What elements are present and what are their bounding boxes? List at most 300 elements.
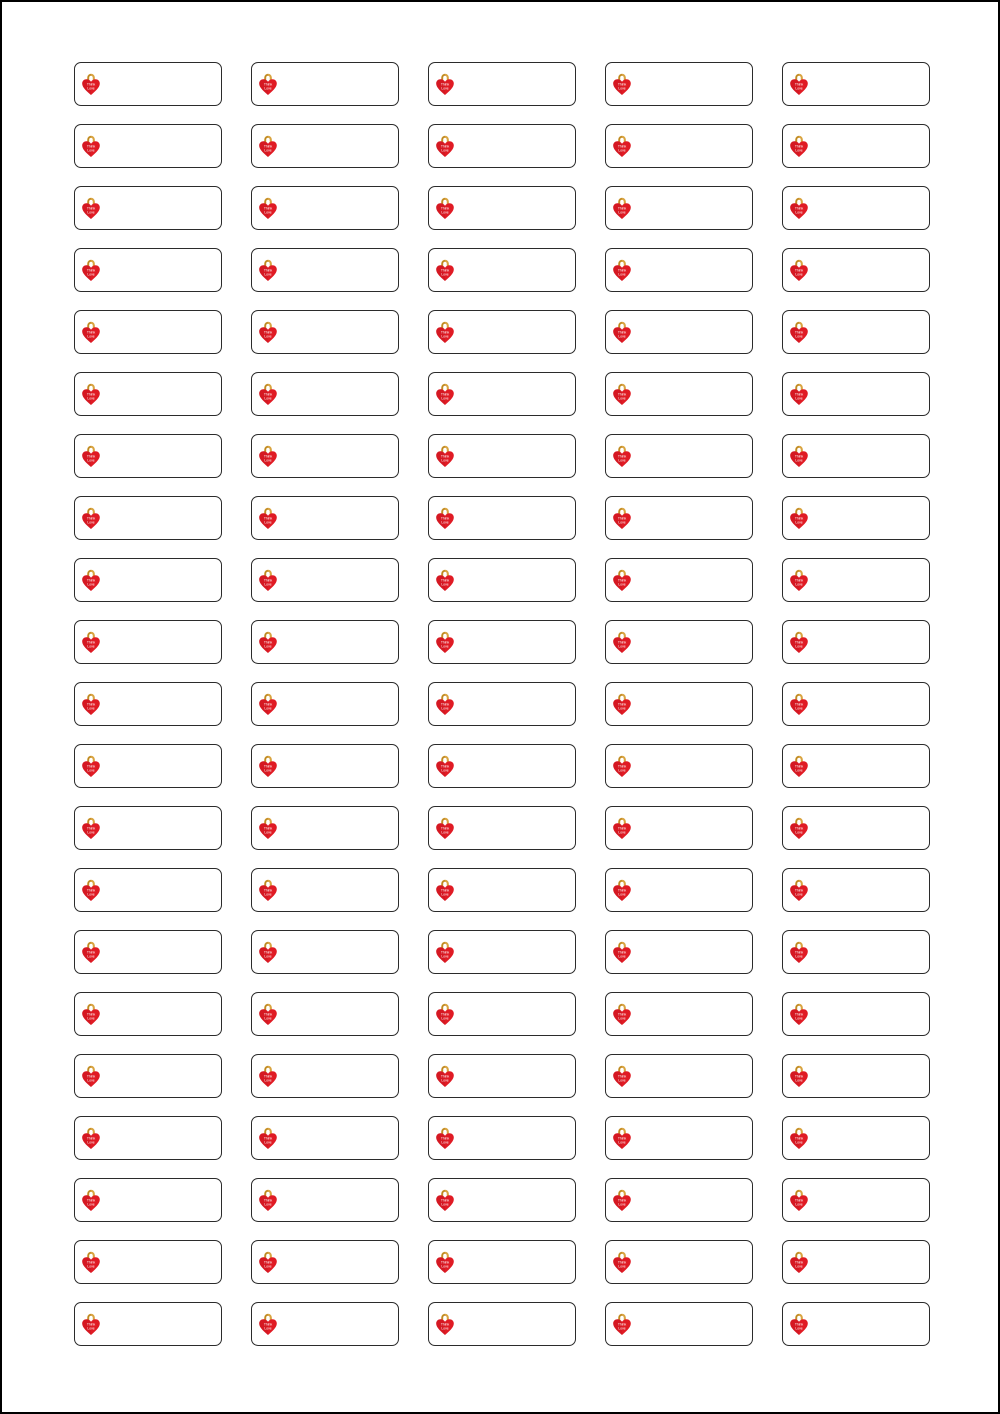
- svg-text:Think: Think: [617, 950, 627, 955]
- label-cell[interactable]: [605, 496, 753, 540]
- svg-text:Think: Think: [440, 82, 450, 87]
- red-heart-padlock-icon: [612, 1249, 632, 1275]
- red-heart-padlock-icon: [258, 939, 278, 965]
- red-heart-padlock-icon: [258, 195, 278, 221]
- red-heart-padlock-icon: [612, 877, 632, 903]
- label-cell[interactable]: [251, 744, 399, 788]
- svg-text:Think: Think: [617, 82, 627, 87]
- label-cell[interactable]: [74, 310, 222, 354]
- label-cell[interactable]: [782, 496, 930, 540]
- svg-text:Think: Think: [617, 206, 627, 211]
- svg-text:Think: Think: [440, 1322, 450, 1327]
- svg-text:Think: Think: [263, 1012, 273, 1017]
- svg-text:Love: Love: [795, 892, 803, 897]
- label-cell[interactable]: [74, 434, 222, 478]
- svg-text:Love: Love: [87, 520, 95, 525]
- red-heart-padlock-icon: [789, 1187, 809, 1213]
- label-cell[interactable]: [782, 372, 930, 416]
- label-cell[interactable]: [428, 744, 576, 788]
- svg-text:Think: Think: [794, 330, 804, 335]
- red-heart-padlock-icon: [612, 195, 632, 221]
- label-cell[interactable]: [251, 62, 399, 106]
- label-cell[interactable]: [782, 124, 930, 168]
- label-cell[interactable]: [782, 1240, 930, 1284]
- svg-text:Love: Love: [441, 148, 449, 153]
- label-cell[interactable]: [251, 248, 399, 292]
- svg-text:Think: Think: [263, 578, 273, 583]
- svg-text:Think: Think: [263, 392, 273, 397]
- label-cell[interactable]: [782, 62, 930, 106]
- label-cell[interactable]: [251, 186, 399, 230]
- label-cell[interactable]: [428, 620, 576, 664]
- label-cell[interactable]: [428, 496, 576, 540]
- svg-text:Think: Think: [86, 1012, 96, 1017]
- red-heart-padlock-icon: [612, 1187, 632, 1213]
- label-cell[interactable]: [74, 372, 222, 416]
- svg-text:Think: Think: [617, 826, 627, 831]
- label-cell[interactable]: [428, 1302, 576, 1346]
- label-cell[interactable]: [428, 930, 576, 974]
- label-cell[interactable]: [428, 62, 576, 106]
- label-cell[interactable]: [605, 806, 753, 850]
- label-cell[interactable]: [251, 496, 399, 540]
- red-heart-padlock-icon: [612, 1311, 632, 1337]
- label-cell[interactable]: [605, 434, 753, 478]
- svg-text:Think: Think: [617, 1012, 627, 1017]
- svg-text:Think: Think: [617, 268, 627, 273]
- label-cell[interactable]: [251, 372, 399, 416]
- svg-text:Love: Love: [795, 954, 803, 959]
- red-heart-padlock-icon: [612, 753, 632, 779]
- red-heart-padlock-icon: [435, 195, 455, 221]
- label-cell[interactable]: [251, 1302, 399, 1346]
- label-cell[interactable]: [428, 1240, 576, 1284]
- red-heart-padlock-icon: [258, 629, 278, 655]
- svg-text:Love: Love: [618, 1326, 626, 1331]
- svg-text:Love: Love: [87, 582, 95, 587]
- label-cell[interactable]: [782, 558, 930, 602]
- svg-text:Love: Love: [795, 1202, 803, 1207]
- label-cell[interactable]: [74, 868, 222, 912]
- svg-text:Love: Love: [618, 272, 626, 277]
- svg-text:Think: Think: [86, 764, 96, 769]
- svg-text:Think: Think: [86, 702, 96, 707]
- red-heart-padlock-icon: [435, 1311, 455, 1337]
- svg-text:Think: Think: [440, 1260, 450, 1265]
- svg-text:Love: Love: [264, 892, 272, 897]
- label-cell[interactable]: [782, 1054, 930, 1098]
- svg-text:Love: Love: [795, 830, 803, 835]
- svg-text:Love: Love: [441, 706, 449, 711]
- red-heart-padlock-icon: [789, 939, 809, 965]
- red-heart-padlock-icon: [258, 443, 278, 469]
- svg-text:Think: Think: [617, 764, 627, 769]
- svg-text:Love: Love: [441, 1016, 449, 1021]
- svg-text:Love: Love: [441, 1202, 449, 1207]
- svg-text:Love: Love: [87, 1140, 95, 1145]
- svg-text:Think: Think: [263, 888, 273, 893]
- svg-text:Think: Think: [263, 640, 273, 645]
- svg-text:Think: Think: [263, 764, 273, 769]
- label-cell[interactable]: [251, 1240, 399, 1284]
- red-heart-padlock-icon: [258, 753, 278, 779]
- label-cell[interactable]: [782, 744, 930, 788]
- svg-text:Think: Think: [440, 144, 450, 149]
- red-heart-padlock-icon: [81, 1063, 101, 1089]
- svg-text:Love: Love: [87, 148, 95, 153]
- svg-text:Think: Think: [263, 1074, 273, 1079]
- svg-text:Think: Think: [617, 516, 627, 521]
- svg-text:Love: Love: [618, 954, 626, 959]
- red-heart-padlock-icon: [81, 1311, 101, 1337]
- svg-text:Love: Love: [795, 334, 803, 339]
- red-heart-padlock-icon: [435, 71, 455, 97]
- red-heart-padlock-icon: [435, 877, 455, 903]
- svg-text:Love: Love: [87, 396, 95, 401]
- label-cell[interactable]: [74, 186, 222, 230]
- svg-text:Love: Love: [618, 148, 626, 153]
- label-cell[interactable]: [605, 558, 753, 602]
- svg-text:Think: Think: [263, 1260, 273, 1265]
- svg-text:Love: Love: [264, 768, 272, 773]
- label-cell[interactable]: [782, 806, 930, 850]
- svg-text:Love: Love: [618, 86, 626, 91]
- label-cell[interactable]: [605, 124, 753, 168]
- svg-text:Think: Think: [86, 454, 96, 459]
- svg-text:Love: Love: [795, 1078, 803, 1083]
- svg-text:Love: Love: [264, 334, 272, 339]
- red-heart-padlock-icon: [435, 753, 455, 779]
- red-heart-padlock-icon: [789, 1311, 809, 1337]
- label-cell[interactable]: [251, 1116, 399, 1160]
- svg-text:Think: Think: [794, 1198, 804, 1203]
- svg-text:Think: Think: [86, 206, 96, 211]
- svg-text:Love: Love: [795, 86, 803, 91]
- svg-text:Think: Think: [263, 1136, 273, 1141]
- svg-text:Think: Think: [440, 702, 450, 707]
- red-heart-padlock-icon: [81, 567, 101, 593]
- label-cell[interactable]: [74, 930, 222, 974]
- red-heart-padlock-icon: [81, 1249, 101, 1275]
- svg-text:Think: Think: [794, 640, 804, 645]
- svg-text:Think: Think: [440, 578, 450, 583]
- svg-text:Love: Love: [441, 892, 449, 897]
- svg-text:Love: Love: [87, 272, 95, 277]
- red-heart-padlock-icon: [258, 319, 278, 345]
- label-cell[interactable]: [74, 806, 222, 850]
- label-cell[interactable]: [428, 372, 576, 416]
- red-heart-padlock-icon: [789, 443, 809, 469]
- red-heart-padlock-icon: [435, 1125, 455, 1151]
- svg-text:Love: Love: [87, 86, 95, 91]
- svg-text:Think: Think: [263, 454, 273, 459]
- red-heart-padlock-icon: [612, 381, 632, 407]
- red-heart-padlock-icon: [435, 815, 455, 841]
- svg-text:Love: Love: [441, 1140, 449, 1145]
- svg-text:Love: Love: [441, 396, 449, 401]
- label-cell[interactable]: [74, 744, 222, 788]
- red-heart-padlock-icon: [435, 1187, 455, 1213]
- label-cell[interactable]: [605, 682, 753, 726]
- label-cell[interactable]: [428, 124, 576, 168]
- svg-text:Think: Think: [440, 1136, 450, 1141]
- svg-text:Think: Think: [440, 764, 450, 769]
- red-heart-padlock-icon: [81, 381, 101, 407]
- svg-text:Think: Think: [263, 82, 273, 87]
- label-cell[interactable]: [74, 248, 222, 292]
- label-cell[interactable]: [428, 558, 576, 602]
- red-heart-padlock-icon: [435, 257, 455, 283]
- label-cell[interactable]: [74, 1240, 222, 1284]
- svg-text:Love: Love: [618, 520, 626, 525]
- label-cell[interactable]: [782, 248, 930, 292]
- red-heart-padlock-icon: [789, 1001, 809, 1027]
- red-heart-padlock-icon: [789, 505, 809, 531]
- svg-text:Love: Love: [795, 582, 803, 587]
- svg-text:Love: Love: [264, 582, 272, 587]
- svg-text:Think: Think: [794, 206, 804, 211]
- label-cell[interactable]: [428, 310, 576, 354]
- svg-text:Think: Think: [86, 1074, 96, 1079]
- label-cell[interactable]: [428, 1116, 576, 1160]
- svg-text:Think: Think: [617, 578, 627, 583]
- svg-text:Love: Love: [87, 644, 95, 649]
- red-heart-padlock-icon: [789, 1063, 809, 1089]
- svg-text:Think: Think: [440, 330, 450, 335]
- label-cell[interactable]: [605, 1178, 753, 1222]
- svg-text:Think: Think: [617, 1198, 627, 1203]
- label-cell[interactable]: [74, 682, 222, 726]
- red-heart-padlock-icon: [435, 443, 455, 469]
- red-heart-padlock-icon: [81, 505, 101, 531]
- red-heart-padlock-icon: [258, 1001, 278, 1027]
- label-cell[interactable]: [74, 992, 222, 1036]
- red-heart-padlock-icon: [789, 257, 809, 283]
- label-cell[interactable]: [251, 620, 399, 664]
- red-heart-padlock-icon: [789, 381, 809, 407]
- svg-text:Love: Love: [441, 768, 449, 773]
- red-heart-padlock-icon: [789, 629, 809, 655]
- label-cell[interactable]: [251, 1178, 399, 1222]
- red-heart-padlock-icon: [612, 691, 632, 717]
- label-cell[interactable]: [782, 310, 930, 354]
- label-cell[interactable]: [251, 1054, 399, 1098]
- red-heart-padlock-icon: [435, 505, 455, 531]
- label-cell[interactable]: [251, 806, 399, 850]
- svg-text:Think: Think: [794, 144, 804, 149]
- label-cell[interactable]: [605, 1054, 753, 1098]
- svg-text:Think: Think: [794, 82, 804, 87]
- label-cell[interactable]: [605, 930, 753, 974]
- svg-text:Love: Love: [618, 1078, 626, 1083]
- svg-text:Love: Love: [618, 458, 626, 463]
- svg-text:Love: Love: [264, 272, 272, 277]
- label-cell[interactable]: [74, 496, 222, 540]
- svg-text:Love: Love: [87, 1078, 95, 1083]
- svg-text:Love: Love: [264, 1326, 272, 1331]
- label-cell[interactable]: [605, 310, 753, 354]
- svg-text:Love: Love: [264, 1264, 272, 1269]
- label-grid: [74, 62, 930, 1356]
- red-heart-padlock-icon: [81, 319, 101, 345]
- label-cell[interactable]: [428, 806, 576, 850]
- svg-text:Think: Think: [794, 1012, 804, 1017]
- label-cell[interactable]: [782, 868, 930, 912]
- label-cell[interactable]: [782, 1116, 930, 1160]
- label-cell[interactable]: [605, 744, 753, 788]
- svg-text:Love: Love: [264, 458, 272, 463]
- label-cell[interactable]: [782, 620, 930, 664]
- svg-text:Love: Love: [441, 210, 449, 215]
- svg-text:Think: Think: [794, 268, 804, 273]
- label-cell[interactable]: [605, 992, 753, 1036]
- svg-text:Love: Love: [441, 1264, 449, 1269]
- label-cell[interactable]: [251, 930, 399, 974]
- svg-text:Think: Think: [86, 392, 96, 397]
- svg-text:Think: Think: [794, 826, 804, 831]
- svg-text:Love: Love: [795, 272, 803, 277]
- label-cell[interactable]: [605, 1116, 753, 1160]
- label-cell[interactable]: [605, 186, 753, 230]
- label-cell[interactable]: [251, 124, 399, 168]
- label-cell[interactable]: [74, 1116, 222, 1160]
- svg-text:Love: Love: [87, 334, 95, 339]
- svg-text:Love: Love: [87, 892, 95, 897]
- label-cell[interactable]: [605, 1240, 753, 1284]
- label-cell[interactable]: [605, 372, 753, 416]
- svg-text:Think: Think: [794, 454, 804, 459]
- label-cell[interactable]: [605, 868, 753, 912]
- svg-text:Think: Think: [263, 206, 273, 211]
- svg-text:Love: Love: [618, 644, 626, 649]
- svg-text:Think: Think: [617, 1074, 627, 1079]
- svg-text:Think: Think: [794, 1260, 804, 1265]
- svg-text:Think: Think: [86, 888, 96, 893]
- red-heart-padlock-icon: [612, 443, 632, 469]
- label-cell[interactable]: [428, 1178, 576, 1222]
- label-cell[interactable]: [428, 186, 576, 230]
- label-cell[interactable]: [74, 1178, 222, 1222]
- label-cell[interactable]: [428, 682, 576, 726]
- svg-text:Love: Love: [264, 210, 272, 215]
- svg-text:Think: Think: [794, 578, 804, 583]
- label-cell[interactable]: [605, 62, 753, 106]
- label-cell[interactable]: [605, 620, 753, 664]
- svg-text:Love: Love: [441, 520, 449, 525]
- label-cell[interactable]: [251, 434, 399, 478]
- label-cell[interactable]: [782, 434, 930, 478]
- red-heart-padlock-icon: [81, 195, 101, 221]
- svg-text:Think: Think: [794, 1136, 804, 1141]
- label-cell[interactable]: [428, 868, 576, 912]
- red-heart-padlock-icon: [258, 381, 278, 407]
- svg-text:Think: Think: [440, 268, 450, 273]
- red-heart-padlock-icon: [435, 1001, 455, 1027]
- svg-text:Think: Think: [263, 1322, 273, 1327]
- red-heart-padlock-icon: [789, 753, 809, 779]
- label-cell[interactable]: [605, 1302, 753, 1346]
- label-cell[interactable]: [251, 868, 399, 912]
- svg-text:Think: Think: [86, 578, 96, 583]
- svg-text:Think: Think: [617, 392, 627, 397]
- svg-text:Love: Love: [264, 644, 272, 649]
- red-heart-padlock-icon: [435, 939, 455, 965]
- label-cell[interactable]: [74, 1054, 222, 1098]
- red-heart-padlock-icon: [81, 257, 101, 283]
- label-cell[interactable]: [251, 682, 399, 726]
- svg-text:Think: Think: [86, 640, 96, 645]
- label-cell[interactable]: [74, 1302, 222, 1346]
- red-heart-padlock-icon: [789, 877, 809, 903]
- red-heart-padlock-icon: [789, 815, 809, 841]
- red-heart-padlock-icon: [435, 1249, 455, 1275]
- label-cell[interactable]: [428, 434, 576, 478]
- red-heart-padlock-icon: [258, 1125, 278, 1151]
- label-cell[interactable]: [782, 1178, 930, 1222]
- label-cell[interactable]: [74, 62, 222, 106]
- svg-text:Think: Think: [86, 516, 96, 521]
- label-cell[interactable]: [605, 248, 753, 292]
- red-heart-padlock-icon: [81, 1001, 101, 1027]
- red-heart-padlock-icon: [435, 629, 455, 655]
- svg-text:Think: Think: [440, 206, 450, 211]
- label-cell[interactable]: [428, 1054, 576, 1098]
- label-cell[interactable]: [428, 248, 576, 292]
- red-heart-padlock-icon: [789, 195, 809, 221]
- red-heart-padlock-icon: [789, 133, 809, 159]
- svg-text:Love: Love: [618, 210, 626, 215]
- red-heart-padlock-icon: [612, 1001, 632, 1027]
- svg-text:Think: Think: [617, 454, 627, 459]
- svg-text:Think: Think: [617, 1322, 627, 1327]
- red-heart-padlock-icon: [789, 1125, 809, 1151]
- red-heart-padlock-icon: [81, 939, 101, 965]
- label-cell[interactable]: [782, 992, 930, 1036]
- label-cell[interactable]: [782, 1302, 930, 1346]
- label-cell[interactable]: [74, 558, 222, 602]
- label-cell[interactable]: [74, 620, 222, 664]
- label-cell[interactable]: [782, 682, 930, 726]
- label-cell[interactable]: [782, 930, 930, 974]
- label-cell[interactable]: [74, 124, 222, 168]
- svg-text:Love: Love: [795, 768, 803, 773]
- svg-text:Think: Think: [794, 1322, 804, 1327]
- red-heart-padlock-icon: [612, 939, 632, 965]
- svg-text:Think: Think: [617, 1260, 627, 1265]
- label-cell[interactable]: [428, 992, 576, 1036]
- label-cell[interactable]: [782, 186, 930, 230]
- svg-text:Think: Think: [440, 950, 450, 955]
- svg-text:Think: Think: [86, 144, 96, 149]
- svg-text:Love: Love: [618, 396, 626, 401]
- red-heart-padlock-icon: [612, 133, 632, 159]
- label-cell[interactable]: [251, 992, 399, 1036]
- svg-text:Love: Love: [264, 954, 272, 959]
- svg-text:Think: Think: [263, 950, 273, 955]
- red-heart-padlock-icon: [612, 1063, 632, 1089]
- red-heart-padlock-icon: [258, 133, 278, 159]
- svg-text:Love: Love: [87, 210, 95, 215]
- label-cell[interactable]: [251, 558, 399, 602]
- red-heart-padlock-icon: [435, 691, 455, 717]
- red-heart-padlock-icon: [258, 71, 278, 97]
- svg-text:Think: Think: [86, 950, 96, 955]
- red-heart-padlock-icon: [258, 1063, 278, 1089]
- svg-text:Think: Think: [263, 144, 273, 149]
- svg-text:Love: Love: [795, 1016, 803, 1021]
- label-cell[interactable]: [251, 310, 399, 354]
- red-heart-padlock-icon: [789, 567, 809, 593]
